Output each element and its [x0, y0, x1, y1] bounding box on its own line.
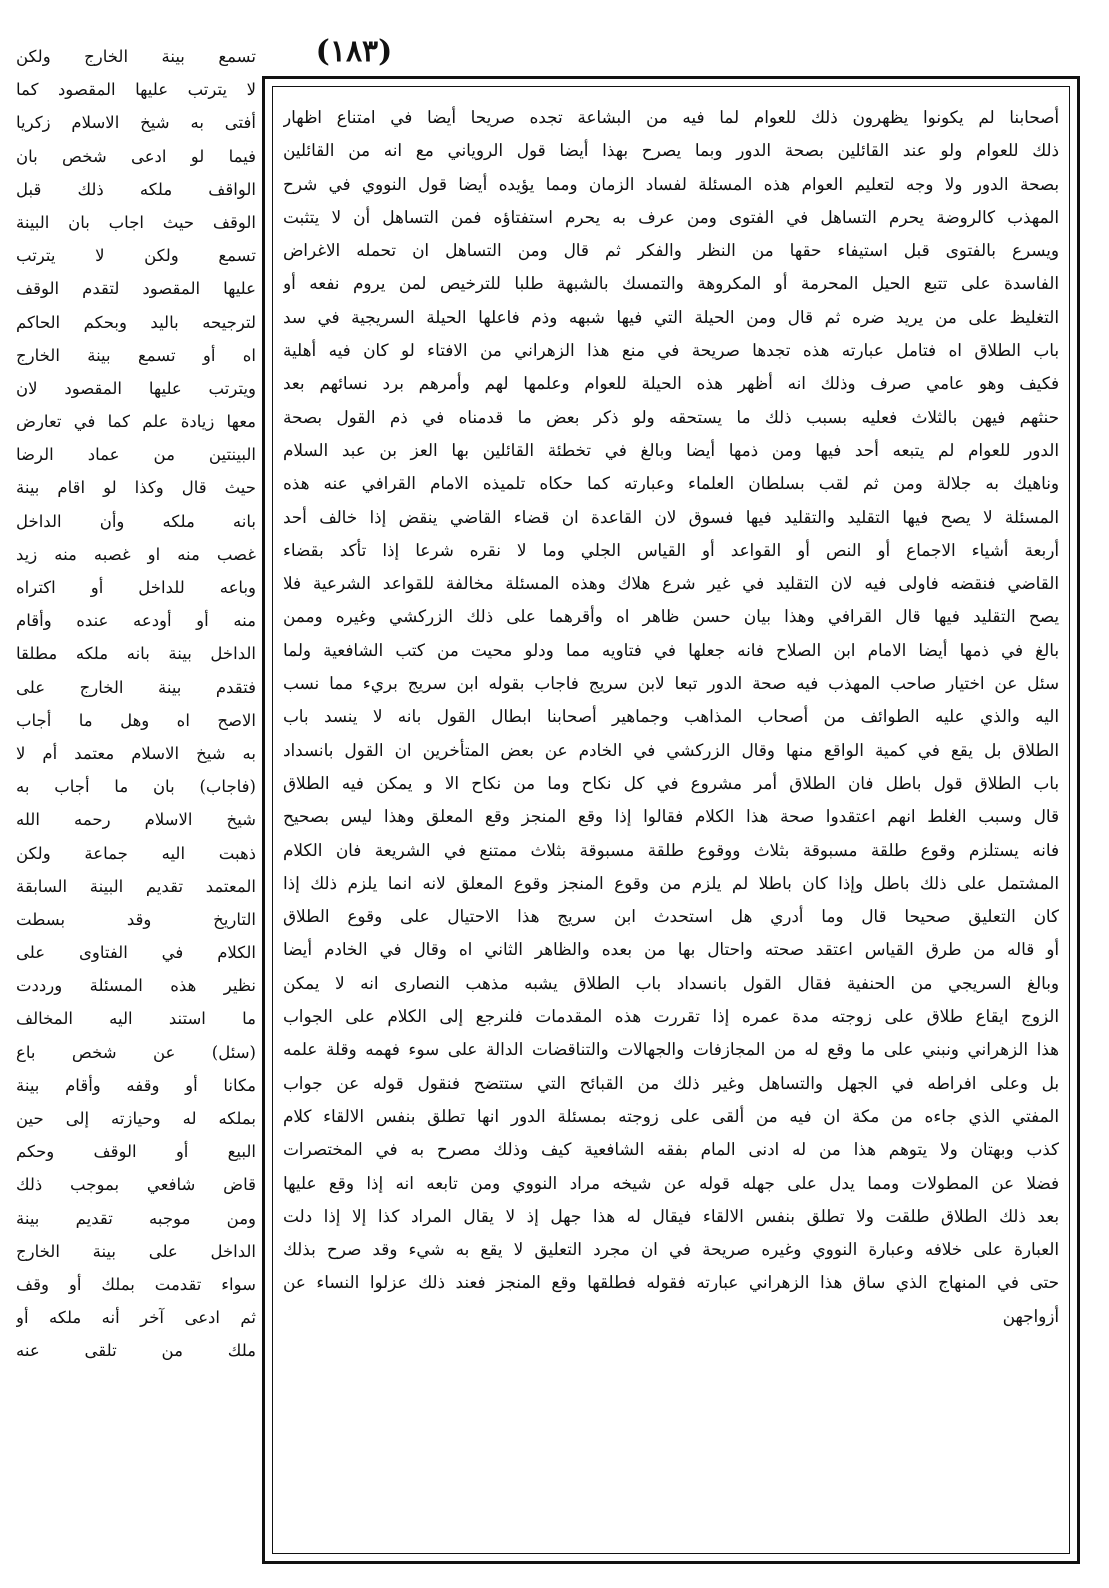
margin-text-line: مكانا أو وقفه وأقام بينة — [16, 1075, 256, 1095]
margin-text-line: تسمع بينة الخارج ولكن — [16, 47, 256, 66]
margin-text-line: وباعه للداخل أو اكتراه — [16, 578, 256, 597]
main-text-line: ويسرع بالفتوى قبل استيفاء حقها من النظر والفكر ثم قال ومن التساهل ان تحمله الاغراض — [283, 240, 1059, 261]
margin-text-line: لترجيحه باليد وبحكم الحاكم — [16, 312, 256, 332]
main-text-line: بالغ في ذمها أيضا الامام ابن الصلاح فانه جعلها في فتاويه مما ودلو محيت من كتب الشافعية ولما — [283, 639, 1059, 660]
margin-text-line: البيع أو الوقف وحكم — [16, 1142, 256, 1162]
main-text-line: حتى في المنهاج الذي ساق هذا الزهراني عبارته فقوله فطلقها وقع المنجز فعند ذلك عزلوا النساء عن — [283, 1272, 1059, 1293]
margin-text-line: التاريخ وقد بسطت — [16, 909, 256, 929]
margin-text-line: تسمع ولكن لا يترتب — [16, 246, 256, 266]
main-text-line: الطلاق بل يقع في كمية الواقع منها وقال الزركشي في الخادم عن بعض المتأخرين ان القول بانسداد — [283, 739, 1059, 760]
main-text-line: الفاسدة على تتبع الحيل المحرمة أو المكروهة والتمسك بالشبهة طلبا للترخيص لمن يروم نفعه أو — [283, 273, 1059, 294]
margin-text-line: به شيخ الاسلام معتمد أم لا — [16, 743, 256, 763]
main-text-line: أو قاله من طرق القياس اعتقد صحته واحتال بها من بعده والظاهر الثاني اه وقال في الخادم أيضا — [283, 939, 1059, 960]
text-frame-inner — [272, 86, 1070, 1554]
main-text-line: فكيف وهو عامي صرف وذلك انه أظهر هذه الحيلة للعوام وعلمها لهم وأمرهم برد نسائهم بعد — [283, 373, 1059, 394]
main-text-line: يصح التقليد فيها قال القرافي وهذا بيان حسن ظاهر اه وأقرهما على ذلك الزركشي وغيره وممن — [283, 606, 1059, 627]
margin-text-line: بانه ملكه وأن الداخل — [16, 511, 256, 531]
margin-text-line: الداخل على بينة الخارج — [16, 1241, 256, 1261]
main-text-line: باب الطلاق اه فتامل عبارته هذه تجدها صريحة في منع هذا الزهراني من الافتاء لو كان فيه أهلية — [283, 340, 1059, 361]
main-text-line: ذلك للعوام ولو عند القائلين بصحة الدور وبما يصرح بهذا أيضا قول الروياني مع انه من القائلين — [283, 140, 1059, 161]
main-text-line: التغليظ على من يريد ضره ثم قال ومن الحيلة التي فيها شبهه وذم فاعلها الحيلة السريجية في سد — [283, 306, 1059, 327]
main-text-line: بل وعلى افراطه في الجهل والتساهل وغير ذلك من القبائح التي ستتضح فنقول قوله عن جواب — [283, 1072, 1059, 1093]
margin-text-line: ملك من تلقى عنه — [16, 1341, 256, 1361]
page-number: (١٨٣) — [315, 34, 393, 69]
main-text-line: فانه يستلزم وقوع طلقة مسبوقة بثلاث ووقوع طلقة مسبوقة بثلاث ممتنع في الشريعة فان الكلام — [283, 839, 1059, 860]
margin-text-line: ما استند اليه المخالف — [16, 1009, 256, 1029]
main-text-line: كذب وبهتان ولا يتوهم هذا من له ادنى المام بفقه الشافعية كيف وذلك مصرح به في المختصرات — [283, 1139, 1059, 1160]
main-text-line: بصحة الدور ولا وجه لتعليم العوام هذه المسئلة لفساد الزمان ومما يؤيده أيضا قول النووي في شرح — [283, 173, 1059, 194]
main-text-line: وبالغ السريجي من الحنفية فقال القول بانسداد باب الطلاق يشبه مذهب النصارى انه لا يمكن — [283, 972, 1059, 993]
margin-text-line: نظير هذه المسئلة ورددت — [16, 976, 256, 996]
margin-text-line: غصب منه او غصبه منه زيد — [16, 544, 256, 564]
margin-text-line: فتقدم بينة الخارج على — [16, 677, 256, 697]
main-text-line: المفتي الذي جاءه من مكة ان فيه من ألقى على زوجته بمسئلة الدور انها تطلق بنفس الالقاء كلام — [283, 1105, 1059, 1126]
margin-text-line: الكلام في الفتاوى على — [16, 943, 256, 963]
margin-text-line: سواء تقدمت بملك أو وقف — [16, 1274, 256, 1294]
main-text-line: سئل عن اختيار صاحب المهذب فيه صحة الدور تبعا لابن سريج فاجاب بقوله ابن سريج بريء مما نسب — [283, 673, 1059, 694]
margin-text-line: شيخ الاسلام رحمه الله — [16, 810, 256, 830]
main-text-line: الدور للعوام لم يتبعه أحد فيها ومن ذمها أيضا وبالغ في تخطئة القائلين بها العز بن عبد السلام — [283, 439, 1059, 460]
margin-text-line: المعتمد تقديم البينة السابقة — [16, 876, 256, 896]
margin-text-line: ويترتب عليها المقصود لان — [16, 378, 256, 398]
margin-text-line: قاض شافعي بموجب ذلك — [16, 1175, 256, 1195]
main-text-line: أربعة أشياء الاجماع أو النص أو القواعد أو القياس الجلي وما لا نقره شرعا إذا تأكد بقضاء — [283, 539, 1059, 560]
main-text-line: حنثهم فيهن بالثلاث فعليه بسبب ذلك ما يستحقه ولو ذكر بعض ما قدمناه في ذم القول بصحة — [283, 406, 1059, 427]
margin-text-line: لا يترتب عليها المقصود كما — [16, 80, 256, 100]
margin-text-line: أفتى به شيخ الاسلام زكريا — [16, 113, 256, 133]
main-text-line: بعد ذلك الطلاق طلقت ولا تطلق بنفس الالقاء فيقال له هذا جهل إذ لا يقال المراد كذا إلا إذا دلت — [283, 1205, 1059, 1226]
main-text-line: الزوج ايقاع طلاق على زوجته مدة عمره إذا تقررت هذه المقدمات فلنرجع إلى الكلام على الجواب — [283, 1006, 1059, 1027]
margin-text-line: ثم ادعى آخر أنه ملكه أو — [16, 1308, 256, 1328]
main-text-line: أزواجهن — [1002, 1305, 1059, 1326]
margin-text-line: البينتين من عماد الرضا — [16, 445, 256, 465]
main-text-line: أصحابنا لم يكونوا يظهرون ذلك للعوام لما فيه من البشاعة تجده صريحا أيضا في امتناع اظهار — [283, 107, 1059, 127]
margin-text-line: حيث قال وكذا لو اقام بينة — [16, 478, 256, 498]
margin-text-line: الاصح اه وهل ما أجاب — [16, 710, 256, 730]
margin-text-line: بملكه له وحيازته إلى حين — [16, 1109, 256, 1128]
margin-text-line: اه أو تسمع بينة الخارج — [16, 345, 256, 365]
margin-text-line: الداخل بينة بانه ملكه مطلقا — [16, 644, 256, 664]
margin-text-line: ومن موجبه تقديم بينة — [16, 1208, 256, 1228]
margin-commentary — [16, 40, 256, 1560]
margin-text-line: معها زيادة علم كما في تعارض — [16, 412, 256, 432]
margin-text-line: ذهبت اليه جماعة ولكن — [16, 843, 256, 863]
margin-text-line: عليها المقصود لتقدم الوقف — [16, 279, 256, 299]
main-text-line: وناهيك به جلالة ومن ثم لقب بسلطان العلماء وعبارته كما حكاه تلميذه الامام القرافي عنه هذه — [283, 473, 1059, 494]
main-text-line: قال وسبب الغلط انهم اعتقدوا صحة هذا الكلام فقالوا إذا وقع المنجز وقع المعلق وهذا ليس بصحيح — [283, 806, 1059, 827]
margin-text-line: منه أو أودعه عنده وأقام — [16, 611, 256, 631]
main-text-block — [283, 101, 1059, 1543]
margin-text-line: (سئل) عن شخص باع — [16, 1042, 256, 1062]
margin-text-line: الواقف ملكه ذلك قبل — [16, 179, 256, 199]
text-frame — [262, 76, 1080, 1564]
margin-text-line: الوقف حيث اجاب بان البينة — [16, 212, 256, 232]
main-text-line: هذا الزهراني ونبني على ما وقع له من المجازفات والجهالات والتناقضات الدالة على سوء فهمه وقلة علمه — [283, 1039, 1059, 1060]
main-text-line: المسئلة لا يصح فيها التقليد والتقليد فيها فسوق لان القاعدة ان قضاء القاضي ينقض إذا خالف أحد — [283, 506, 1059, 527]
main-text-line: اليه والذي عليه الطوائف من أصحاب المذاهب وجماهير أصحابنا ابطال القول بانه لا ينسد باب — [283, 706, 1059, 727]
main-text-line: فضلا عن المطولات ومما يدل على جهله قوله عن شيخه مراد النووي ومن تابعه انه إذا وقع عليها — [283, 1172, 1059, 1193]
main-text-line: المشتمل على ذلك باطل وإذا كان باطلا لم يلزم من وقوع المنجز وقوع المعلق لانه انما يلزم ذلك إذا — [283, 872, 1059, 893]
main-text-line: القاضي فنقضه فاولى فيه لان التقليد في غير شرع هلاك وهذه المسئلة مخالفة للقواعد الشرعية فلا — [283, 573, 1059, 594]
margin-text-line: (فاجاب) بان ما أجاب به — [16, 777, 256, 797]
main-text-line: العبارة على خلافه وعبارة النووي وغيره صريحة في ان مجرد التعليق لا يقع به شيء وقد صرح بذلك — [283, 1239, 1059, 1260]
main-text-line: كان التعليق صحيحا قال وما أدري هل استحدث ابن سريج هذا الاحتيال على وقوع الطلاق — [283, 906, 1059, 927]
main-text-line: باب الطلاق قول باطل فان الطلاق أمر مشروع في كل نكاح وما من نكاح الا و يمكن فيه الطلاق — [283, 772, 1059, 793]
main-text-line: المهذب كالروضة يحرم التساهل في الفتوى ومن عرف به يحرم استفتاؤه فمن التساهل أن لا يتثبت — [283, 206, 1059, 227]
margin-text-line: فيما لو ادعى شخص بان — [16, 146, 256, 166]
